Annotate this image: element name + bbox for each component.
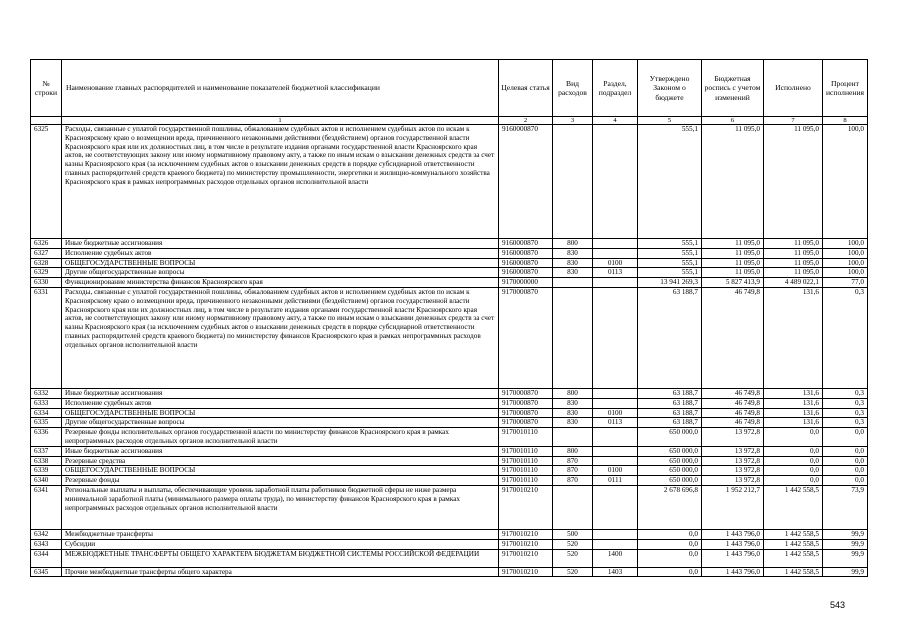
approved-amount: 0,0 (638, 549, 702, 567)
budget-amount: 1 443 796,0 (702, 567, 764, 577)
approved-amount: 650 000,0 (638, 466, 702, 476)
row-number: 6343 (31, 539, 62, 549)
execution-percent: 99,9 (823, 567, 868, 577)
approved-amount: 555,1 (638, 248, 702, 258)
section-code: 0111 (593, 476, 638, 486)
header-approved: Утверждено Законом о бюджете (638, 60, 702, 117)
executed-amount: 131,6 (764, 398, 823, 408)
section-code (593, 485, 638, 529)
table-row (31, 248, 868, 258)
budget-amount: 13 972,8 (702, 446, 764, 456)
execution-percent: 0,3 (823, 418, 868, 428)
budget-execution-table (30, 59, 868, 577)
expense-kind (553, 278, 593, 288)
row-number: 6331 (31, 287, 62, 388)
approved-amount: 0,0 (638, 567, 702, 577)
row-name: Расходы, связанные с уплатой государственной пошлины, обжалованием судебных актов и исполнением судебных актов по искам к Красноярскому краю о возмещении вреда, причиненного незаконными действиями (бездействием) органов государственной власти Красноярского края или их должностных лиц, в том числе в результате издания органами государственной власти Красноярского края актов, не соответствующих закону или иному нормативному правовому акту, а также по иным искам о взыскании денежных средств за счет казны Красноярского края (за исключением судебных актов о взыскании денежных средств в порядке субсидиарной ответственности главных распорядителей средств краевого бюджета) по министерству финансов Красноярского края в рамках непрограммных расходов отдельных органов исполнительной власти (62, 287, 499, 388)
execution-percent: 0,0 (823, 456, 868, 466)
column-number: 5 (638, 117, 702, 125)
expense-kind: 830 (553, 398, 593, 408)
budget-amount: 46 749,8 (702, 408, 764, 418)
target-article: 9170010210 (499, 567, 553, 577)
table-row (31, 446, 868, 456)
row-number: 6327 (31, 248, 62, 258)
expense-kind (553, 125, 593, 239)
target-article: 9170010210 (499, 485, 553, 529)
section-code (593, 398, 638, 408)
executed-amount: 1 442 558,5 (764, 567, 823, 577)
executed-amount: 11 095,0 (764, 239, 823, 249)
approved-amount: 0,0 (638, 529, 702, 539)
row-name: ОБЩЕГОСУДАРСТВЕННЫЕ ВОПРОСЫ (62, 408, 499, 418)
row-number: 6328 (31, 258, 62, 268)
executed-amount: 131,6 (764, 408, 823, 418)
row-name: Региональные выплаты и выплаты, обеспечивающие уровень заработной платы работников бюджетной сферы не ниже размера минимальной заработной платы (минимального размера оплаты труда), по министерству финансов Красноярского края в рамках непрограммных расходов отдельных органов исполнительной власти (62, 485, 499, 529)
budget-amount: 11 095,0 (702, 268, 764, 278)
executed-amount: 0,0 (764, 428, 823, 447)
section-code (593, 125, 638, 239)
row-number: 6330 (31, 278, 62, 288)
execution-percent: 100,0 (823, 258, 868, 268)
row-number: 6336 (31, 428, 62, 447)
column-number: 2 (499, 117, 553, 125)
row-name: Иные бюджетные ассигнования (62, 239, 499, 249)
approved-amount: 650 000,0 (638, 446, 702, 456)
expense-kind (553, 428, 593, 447)
budget-amount: 1 443 796,0 (702, 539, 764, 549)
row-name: Функционирование министерства финансов Красноярского края (62, 278, 499, 288)
table-row (31, 388, 868, 398)
header-kind: Вид расходов (553, 60, 593, 117)
target-article: 9160000870 (499, 239, 553, 249)
section-code (593, 428, 638, 447)
section-code (593, 456, 638, 466)
execution-percent: 99,9 (823, 539, 868, 549)
approved-amount: 63 188,7 (638, 287, 702, 388)
row-number: 6335 (31, 418, 62, 428)
row-name: Межбюджетные трансферты (62, 529, 499, 539)
table-row (31, 125, 868, 239)
header-section: Раздел, подраздел (593, 60, 638, 117)
target-article: 9170010210 (499, 529, 553, 539)
budget-amount: 11 095,0 (702, 239, 764, 249)
table-row (31, 485, 868, 529)
column-number-empty (31, 117, 62, 125)
target-article: 9170000870 (499, 287, 553, 388)
execution-percent: 0,0 (823, 476, 868, 486)
executed-amount: 0,0 (764, 476, 823, 486)
execution-percent: 100,0 (823, 125, 868, 239)
row-number: 6325 (31, 125, 62, 239)
execution-percent: 100,0 (823, 239, 868, 249)
target-article: 9170010210 (499, 549, 553, 567)
execution-percent: 77,0 (823, 278, 868, 288)
target-article: 9170010110 (499, 476, 553, 486)
budget-amount: 13 972,8 (702, 428, 764, 447)
executed-amount: 11 095,0 (764, 248, 823, 258)
row-number: 6334 (31, 408, 62, 418)
expense-kind: 870 (553, 466, 593, 476)
executed-amount: 131,6 (764, 418, 823, 428)
executed-amount: 131,6 (764, 287, 823, 388)
approved-amount: 2 678 696,8 (638, 485, 702, 529)
expense-kind (553, 485, 593, 529)
row-name: Резервные средства (62, 456, 499, 466)
executed-amount: 1 442 558,5 (764, 529, 823, 539)
expense-kind: 830 (553, 258, 593, 268)
execution-percent: 0,3 (823, 388, 868, 398)
row-name: Субсидии (62, 539, 499, 549)
executed-amount: 4 489 022,1 (764, 278, 823, 288)
row-name: Другие общегосударственные вопросы (62, 268, 499, 278)
target-article: 9170000870 (499, 398, 553, 408)
row-number: 6342 (31, 529, 62, 539)
section-code (593, 529, 638, 539)
budget-amount: 46 749,8 (702, 418, 764, 428)
column-numbers-row (31, 117, 868, 125)
expense-kind: 520 (553, 539, 593, 549)
target-article: 9170000000 (499, 278, 553, 288)
executed-amount: 11 095,0 (764, 258, 823, 268)
section-code (593, 239, 638, 249)
row-name: МЕЖБЮДЖЕТНЫЕ ТРАНСФЕРТЫ ОБЩЕГО ХАРАКТЕРА БЮДЖЕТАМ БЮДЖЕТНОЙ СИСТЕМЫ РОССИЙСКОЙ ФЕДЕРАЦИИ (62, 549, 499, 567)
approved-amount: 63 188,7 (638, 388, 702, 398)
section-code: 1403 (593, 567, 638, 577)
budget-amount: 46 749,8 (702, 388, 764, 398)
row-name: Исполнение судебных актов (62, 398, 499, 408)
approved-amount: 63 188,7 (638, 418, 702, 428)
section-code (593, 278, 638, 288)
row-name: Другие общегосударственные вопросы (62, 418, 499, 428)
row-name: Резервные фонды (62, 476, 499, 486)
table-row (31, 408, 868, 418)
execution-percent: 100,0 (823, 268, 868, 278)
table-row (31, 476, 868, 486)
row-number: 6345 (31, 567, 62, 577)
approved-amount: 63 188,7 (638, 398, 702, 408)
expense-kind: 800 (553, 388, 593, 398)
row-number: 6333 (31, 398, 62, 408)
execution-percent: 0,0 (823, 466, 868, 476)
row-number: 6341 (31, 485, 62, 529)
section-code (593, 248, 638, 258)
target-article: 9170000870 (499, 408, 553, 418)
table-row (31, 567, 868, 577)
table-row (31, 466, 868, 476)
expense-kind: 830 (553, 418, 593, 428)
row-name: ОБЩЕГОСУДАРСТВЕННЫЕ ВОПРОСЫ (62, 466, 499, 476)
row-name: Исполнение судебных актов (62, 248, 499, 258)
budget-amount: 5 827 413,9 (702, 278, 764, 288)
expense-kind: 520 (553, 549, 593, 567)
approved-amount: 650 000,0 (638, 476, 702, 486)
table-row (31, 456, 868, 466)
execution-percent: 99,9 (823, 529, 868, 539)
executed-amount: 1 442 558,5 (764, 549, 823, 567)
table-row (31, 418, 868, 428)
budget-amount: 13 972,8 (702, 476, 764, 486)
target-article: 9160000870 (499, 248, 553, 258)
table-row (31, 539, 868, 549)
section-code: 0100 (593, 466, 638, 476)
target-article: 9160000870 (499, 258, 553, 268)
column-number: 8 (823, 117, 868, 125)
row-number: 6326 (31, 239, 62, 249)
table-row (31, 287, 868, 388)
section-code (593, 287, 638, 388)
row-name: ОБЩЕГОСУДАРСТВЕННЫЕ ВОПРОСЫ (62, 258, 499, 268)
section-code: 1400 (593, 549, 638, 567)
target-article: 9170010210 (499, 539, 553, 549)
target-article: 9160000870 (499, 125, 553, 239)
header-budget: Бюджетная роспись с учетом изменений (702, 60, 764, 117)
budget-amount: 13 972,8 (702, 466, 764, 476)
budget-amount: 46 749,8 (702, 398, 764, 408)
budget-amount: 1 443 796,0 (702, 529, 764, 539)
expense-kind: 800 (553, 446, 593, 456)
target-article: 9170000870 (499, 418, 553, 428)
row-number: 6339 (31, 466, 62, 476)
section-code: 0100 (593, 408, 638, 418)
budget-amount: 11 095,0 (702, 125, 764, 239)
executed-amount: 11 095,0 (764, 125, 823, 239)
expense-kind: 500 (553, 529, 593, 539)
table-row (31, 549, 868, 567)
expense-kind (553, 287, 593, 388)
target-article: 9170010110 (499, 446, 553, 456)
column-number: 3 (553, 117, 593, 125)
section-code: 0113 (593, 268, 638, 278)
section-code (593, 539, 638, 549)
column-number: 1 (62, 117, 499, 125)
target-article: 9170010110 (499, 466, 553, 476)
approved-amount: 13 941 269,3 (638, 278, 702, 288)
executed-amount: 0,0 (764, 446, 823, 456)
expense-kind: 870 (553, 456, 593, 466)
execution-percent: 99,9 (823, 549, 868, 567)
section-code (593, 446, 638, 456)
target-article: 9170010110 (499, 428, 553, 447)
section-code (593, 388, 638, 398)
column-number: 7 (764, 117, 823, 125)
table-row (31, 258, 868, 268)
row-name: Расходы, связанные с уплатой государственной пошлины, обжалованием судебных актов и исполнением судебных актов по искам к Красноярскому краю о возмещении вреда, причиненного незаконными действиями (бездействием) органов государственной власти Красноярского края или их должностных лиц, в том числе в результате издания органами государственной власти Красноярского края актов, не соответствующих закону или иному нормативному правовому акту, а также по иным искам о взыскании денежных средств за счет казны Красноярского края (за исключением судебных актов о взыскании денежных средств в порядке субсидиарной ответственности главных распорядителей средств краевого бюджета) по министерству промышленности, энергетики и жилищно-коммунального хозяйства Красноярского края в рамках непрограммных расходов отдельных органов исполнительной власти (62, 125, 499, 239)
approved-amount: 555,1 (638, 125, 702, 239)
header-row (31, 60, 868, 117)
target-article: 9160000870 (499, 268, 553, 278)
section-code: 0113 (593, 418, 638, 428)
approved-amount: 650 000,0 (638, 428, 702, 447)
table-body (31, 125, 868, 577)
row-name: Резервные фонды исполнительных органов государственной власти по министерству финансов Красноярского края в рамках непрограммных расходов отдельных органов исполнительной власти (62, 428, 499, 447)
approved-amount: 555,1 (638, 239, 702, 249)
column-number: 4 (593, 117, 638, 125)
approved-amount: 555,1 (638, 268, 702, 278)
executed-amount: 1 442 558,5 (764, 539, 823, 549)
execution-percent: 0,3 (823, 287, 868, 388)
table-row (31, 268, 868, 278)
page-number: 543 (830, 600, 846, 610)
budget-amount: 46 749,8 (702, 287, 764, 388)
target-article: 9170000870 (499, 388, 553, 398)
expense-kind: 830 (553, 268, 593, 278)
executed-amount: 0,0 (764, 466, 823, 476)
row-number: 6329 (31, 268, 62, 278)
executed-amount: 11 095,0 (764, 268, 823, 278)
executed-amount: 131,6 (764, 388, 823, 398)
expense-kind: 800 (553, 239, 593, 249)
target-article: 9170010110 (499, 456, 553, 466)
execution-percent: 0,3 (823, 408, 868, 418)
header-percent: Процент исполнения (823, 60, 868, 117)
approved-amount: 650 000,0 (638, 456, 702, 466)
budget-amount: 13 972,8 (702, 456, 764, 466)
table-row (31, 239, 868, 249)
expense-kind: 870 (553, 476, 593, 486)
header-executed: Исполнено (764, 60, 823, 117)
execution-percent: 73,9 (823, 485, 868, 529)
row-number: 6338 (31, 456, 62, 466)
table-row (31, 529, 868, 539)
executed-amount: 1 442 558,5 (764, 485, 823, 529)
budget-amount: 11 095,0 (702, 248, 764, 258)
table-row (31, 428, 868, 447)
header-target: Целевая статья (499, 60, 553, 117)
table-row (31, 398, 868, 408)
budget-amount: 1 952 212,7 (702, 485, 764, 529)
header-name: Наименование главных распорядителей и наименование показателей бюджетной классификации (62, 60, 499, 117)
row-name: Иные бюджетные ассигнования (62, 388, 499, 398)
approved-amount: 0,0 (638, 539, 702, 549)
approved-amount: 555,1 (638, 258, 702, 268)
row-name: Иные бюджетные ассигнования (62, 446, 499, 456)
row-number: 6344 (31, 549, 62, 567)
table-row (31, 278, 868, 288)
approved-amount: 63 188,7 (638, 408, 702, 418)
column-number: 6 (702, 117, 764, 125)
header-row-no: № строки (31, 60, 62, 117)
expense-kind: 520 (553, 567, 593, 577)
row-name: Прочие межбюджетные трансферты общего характера (62, 567, 499, 577)
row-number: 6337 (31, 446, 62, 456)
section-code: 0100 (593, 258, 638, 268)
execution-percent: 0,3 (823, 398, 868, 408)
row-number: 6340 (31, 476, 62, 486)
expense-kind: 830 (553, 408, 593, 418)
execution-percent: 0,0 (823, 446, 868, 456)
budget-amount: 11 095,0 (702, 258, 764, 268)
execution-percent: 100,0 (823, 248, 868, 258)
expense-kind: 830 (553, 248, 593, 258)
budget-amount: 1 443 796,0 (702, 549, 764, 567)
row-number: 6332 (31, 388, 62, 398)
executed-amount: 0,0 (764, 456, 823, 466)
execution-percent: 0,0 (823, 428, 868, 447)
